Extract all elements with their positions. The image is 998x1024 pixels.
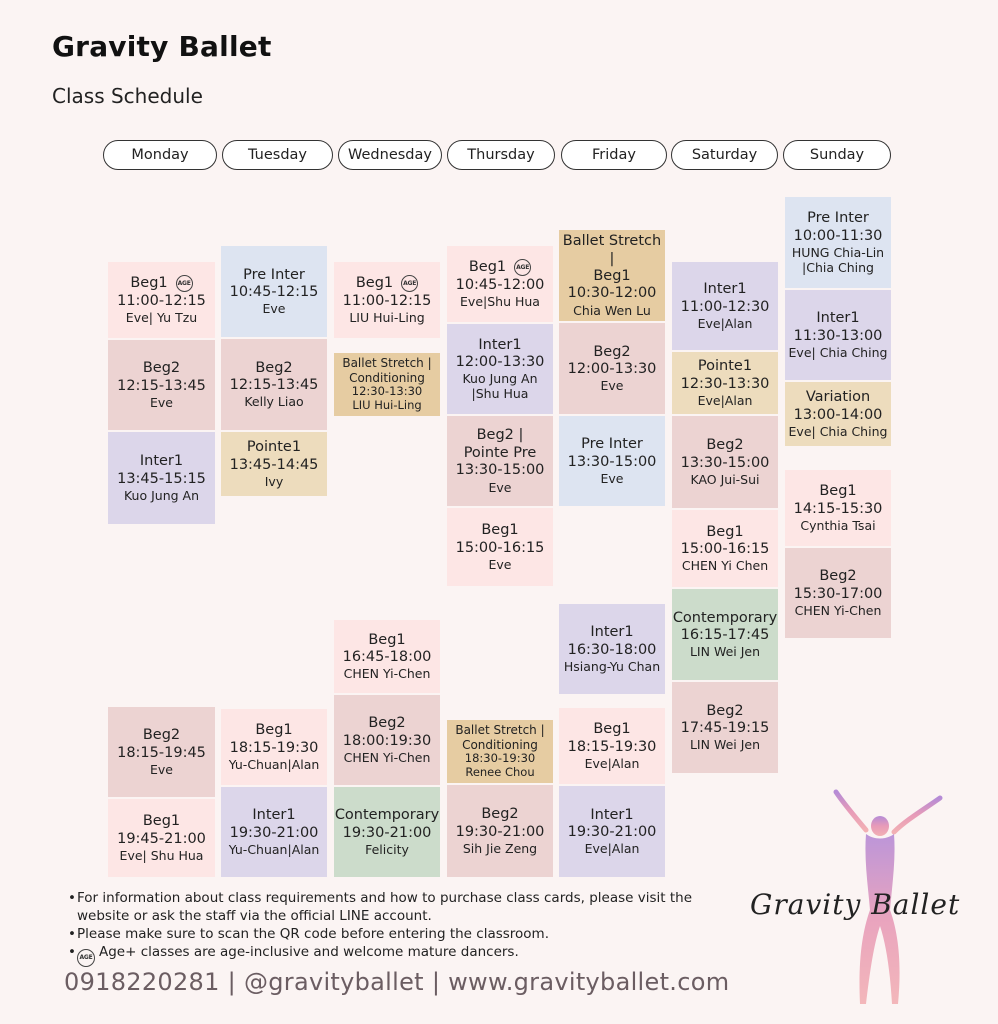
class-name-line2: Conditioning (462, 737, 538, 752)
class-time: 12:30-13:30 (680, 375, 770, 392)
class-teacher: Felicity (365, 841, 409, 857)
class-time: 18:15-19:30 (567, 738, 657, 755)
class-time: 19:30-21:00 (455, 823, 545, 840)
class-teacher-line2: |Chia Ching (802, 259, 874, 275)
class-card[interactable] (447, 246, 553, 322)
class-teacher: Cynthia Tsai (800, 517, 876, 533)
class-time: 10:45-12:15 (229, 284, 319, 300)
class-card[interactable] (221, 432, 327, 496)
class-card[interactable] (785, 470, 891, 546)
class-teacher: Eve|Alan (697, 392, 753, 408)
age-plus-icon: AGE (77, 949, 95, 967)
class-time: 13:30-15:00 (680, 454, 770, 471)
class-name: Beg2 (255, 359, 293, 376)
class-teacher: CHEN Yi Chen (681, 558, 769, 574)
class-card[interactable] (108, 799, 215, 877)
age-plus-icon: AGE (401, 275, 418, 292)
class-name: Beg1 (355, 275, 394, 292)
class-teacher: Eve| Chia Ching (788, 344, 888, 360)
class-teacher: Eve (600, 470, 624, 486)
class-time: 12:30-13:30 (351, 384, 423, 399)
class-name: Inter1 (703, 281, 747, 298)
class-teacher: Eve|Alan (697, 315, 753, 331)
class-card[interactable] (785, 197, 891, 288)
class-card[interactable] (559, 708, 665, 784)
day-wednesday: Wednesday (338, 140, 442, 170)
class-teacher: HUNG Chia-Lin (791, 244, 885, 260)
class-time: 15:00-16:15 (680, 541, 770, 557)
class-card[interactable] (672, 416, 778, 508)
class-teacher: LIN Wei Jen (689, 644, 761, 660)
day-sunday: Sunday (783, 140, 891, 170)
class-name: Beg2 (481, 806, 519, 823)
class-time: 15:30-17:00 (793, 585, 883, 602)
class-card[interactable] (221, 787, 327, 877)
class-name: Beg2 | (476, 427, 524, 444)
class-teacher: Eve| Chia Ching (788, 423, 888, 439)
class-time: 18:00:19:30 (342, 732, 432, 749)
day-tuesday: Tuesday (222, 140, 333, 170)
class-time: 18:15-19:30 (229, 739, 319, 756)
class-teacher: Eve (488, 479, 512, 495)
class-teacher: Eve (600, 378, 624, 394)
class-time: 18:15-19:45 (117, 744, 206, 761)
class-name: Ballet Stretch | (342, 356, 432, 371)
class-name: Beg1 (130, 275, 168, 292)
class-name: Beg1 (819, 483, 857, 500)
class-name: Pointe1 (246, 439, 302, 456)
class-name: Contemporary (672, 609, 778, 626)
class-teacher: KAO Jui-Sui (690, 471, 760, 487)
class-time: 12:15-13:45 (117, 377, 206, 394)
class-card[interactable] (785, 382, 891, 446)
class-card[interactable] (447, 508, 553, 586)
note-text: Age+ classes are age-inclusive and welcome mature dancers. (99, 944, 519, 960)
class-time: 13:45-15:15 (117, 470, 206, 487)
page-title: Gravity Ballet (52, 30, 272, 63)
class-teacher: Eve|Shu Hua (460, 293, 540, 309)
class-card[interactable] (334, 620, 440, 693)
class-time: 19:30-21:00 (567, 824, 657, 840)
class-card[interactable] (559, 416, 665, 506)
class-name: Beg2 (819, 568, 857, 585)
class-name: Inter1 (139, 453, 184, 470)
class-teacher: Yu-Chuan|Alan (228, 841, 320, 857)
class-time: 11:30-13:00 (793, 327, 883, 344)
class-time: 10:45-12:00 (455, 276, 545, 293)
class-card[interactable] (334, 262, 440, 338)
class-time: 17:45-19:15 (680, 720, 770, 736)
class-name: Inter1 (478, 336, 522, 353)
class-name: Pointe1 (697, 358, 753, 375)
class-time: 12:00-13:30 (567, 361, 657, 377)
class-teacher: Sih Jie Zeng (462, 840, 538, 856)
class-card[interactable] (559, 786, 665, 877)
class-name: Beg1 (593, 721, 631, 738)
class-card[interactable] (334, 787, 440, 877)
class-time: 12:00-13:30 (455, 354, 545, 370)
day-thursday: Thursday (447, 140, 555, 170)
class-teacher: Kelly Liao (244, 394, 304, 410)
class-card[interactable] (108, 432, 215, 524)
class-teacher: Eve| Shu Hua (119, 847, 204, 863)
brand-logo-text: Gravity Ballet (750, 888, 961, 921)
class-teacher: Eve|Alan (584, 841, 640, 857)
class-teacher: Hsiang-Yu Chan (563, 658, 661, 674)
class-name-line2: Pointe Pre (463, 444, 537, 461)
class-card[interactable] (221, 339, 327, 430)
class-teacher: LIU Hui-Ling (352, 397, 422, 412)
class-card[interactable] (447, 324, 553, 414)
class-teacher: CHEN Yi-Chen (794, 602, 882, 618)
class-teacher: Eve| Yu Tzu (125, 309, 198, 325)
class-teacher: Chia Wen Lu (573, 302, 651, 318)
class-time: 19:30-21:00 (342, 824, 432, 841)
day-friday: Friday (561, 140, 667, 170)
class-name: Ballet Stretch | (562, 233, 662, 267)
class-name: Pre Inter (807, 210, 869, 227)
class-time: 13:30-15:00 (455, 462, 545, 479)
class-teacher: Kuo Jung An (123, 487, 200, 503)
class-name: Inter1 (590, 624, 634, 641)
class-name: Inter1 (252, 807, 296, 824)
class-time: 13:00-14:00 (793, 406, 883, 423)
class-name: Pre Inter (581, 436, 643, 453)
notes-section (68, 889, 738, 967)
class-name: Beg1 (368, 631, 406, 648)
class-time: 18:30-19:30 (464, 751, 536, 766)
class-card[interactable] (108, 262, 215, 338)
class-teacher: CHEN Yi-Chen (343, 666, 431, 682)
class-card[interactable] (221, 709, 327, 785)
class-card[interactable] (672, 510, 778, 587)
class-card[interactable] (672, 589, 778, 680)
class-name: Beg2 (706, 702, 744, 719)
class-time: 16:45-18:00 (342, 649, 432, 665)
class-teacher: LIU Hui-Ling (349, 309, 425, 325)
class-teacher: Yu-Chuan|Alan (228, 756, 320, 772)
note-item: • For information about class requirements and how to purchase class cards, please visit the website or ask the staff via the official LINE account. (68, 889, 738, 925)
class-teacher: Eve (150, 394, 173, 410)
class-time: 13:45-14:45 (229, 456, 319, 473)
class-teacher: Eve (150, 761, 173, 777)
class-card[interactable] (559, 604, 665, 694)
class-name: Beg2 (593, 343, 631, 360)
page-subtitle: Class Schedule (52, 84, 203, 108)
class-name: Beg2 (368, 715, 406, 732)
class-card[interactable] (559, 230, 665, 321)
class-name: Ballet Stretch | (455, 723, 545, 738)
day-monday: Monday (103, 140, 217, 170)
class-teacher: Eve|Alan (584, 755, 640, 771)
class-teacher: Renee Chou (465, 764, 535, 779)
class-card[interactable] (108, 340, 215, 430)
class-teacher-line2: |Shu Hua (471, 386, 529, 402)
class-card[interactable] (672, 682, 778, 773)
class-card[interactable] (221, 246, 327, 337)
class-name: Beg1 (142, 813, 181, 830)
class-time: 15:00-16:15 (455, 539, 545, 556)
day-saturday: Saturday (671, 140, 778, 170)
class-time: 16:30-18:00 (567, 641, 657, 658)
class-teacher: LIN Wei Jen (689, 737, 761, 753)
class-time: 13:30-15:00 (567, 453, 657, 470)
class-card[interactable] (447, 416, 553, 506)
class-card[interactable] (559, 323, 665, 414)
class-teacher: Eve (262, 301, 286, 317)
class-time: 16:15-17:45 (680, 627, 770, 643)
class-time: 19:30-21:00 (229, 824, 319, 841)
class-time: 11:00-12:15 (342, 292, 432, 309)
class-card[interactable] (785, 548, 891, 638)
class-time: 12:15-13:45 (229, 377, 319, 393)
note-item (68, 943, 738, 967)
class-name: Beg1 (255, 722, 293, 739)
class-name: Inter1 (590, 806, 634, 823)
age-plus-icon: AGE (514, 259, 531, 276)
age-plus-icon: AGE (176, 275, 193, 292)
class-name: Variation (805, 389, 871, 406)
contact-info: 0918220281 | @gravityballet | www.gravityballet.com (64, 968, 730, 996)
class-name: Beg1 (468, 259, 507, 276)
class-name: Beg1 (706, 523, 744, 540)
class-name-line2: Conditioning (349, 370, 425, 385)
class-time: 10:30-12:00 (567, 285, 657, 302)
class-name: Beg1 (481, 522, 519, 539)
class-time: 11:00-12:30 (680, 298, 770, 315)
class-card[interactable] (672, 262, 778, 350)
class-name: Pre Inter (243, 266, 305, 283)
class-card[interactable] (334, 353, 440, 416)
class-teacher: Kuo Jung An (462, 371, 538, 387)
class-card[interactable] (447, 720, 553, 783)
class-time: 19:45-21:00 (117, 830, 206, 847)
class-card[interactable] (672, 352, 778, 414)
class-card[interactable] (108, 707, 215, 797)
class-name-line2: Beg1 (593, 268, 631, 284)
class-name: Beg2 (706, 437, 744, 454)
class-time: 10:00-11:30 (793, 227, 883, 244)
class-name: Inter1 (816, 310, 860, 327)
note-item: • Please make sure to scan the QR code before entering the classroom. (68, 925, 738, 943)
class-name: Beg2 (142, 727, 181, 744)
class-card[interactable] (447, 785, 553, 877)
class-time: 14:15-15:30 (793, 500, 883, 517)
class-name: Contemporary (334, 807, 440, 824)
class-teacher: Ivy (264, 473, 284, 489)
class-teacher: Eve (488, 556, 512, 572)
class-time: 11:00-12:15 (117, 292, 206, 309)
class-name: Beg2 (142, 360, 181, 377)
class-card[interactable] (785, 290, 891, 380)
class-teacher: CHEN Yi-Chen (343, 749, 431, 765)
class-card[interactable] (334, 695, 440, 785)
